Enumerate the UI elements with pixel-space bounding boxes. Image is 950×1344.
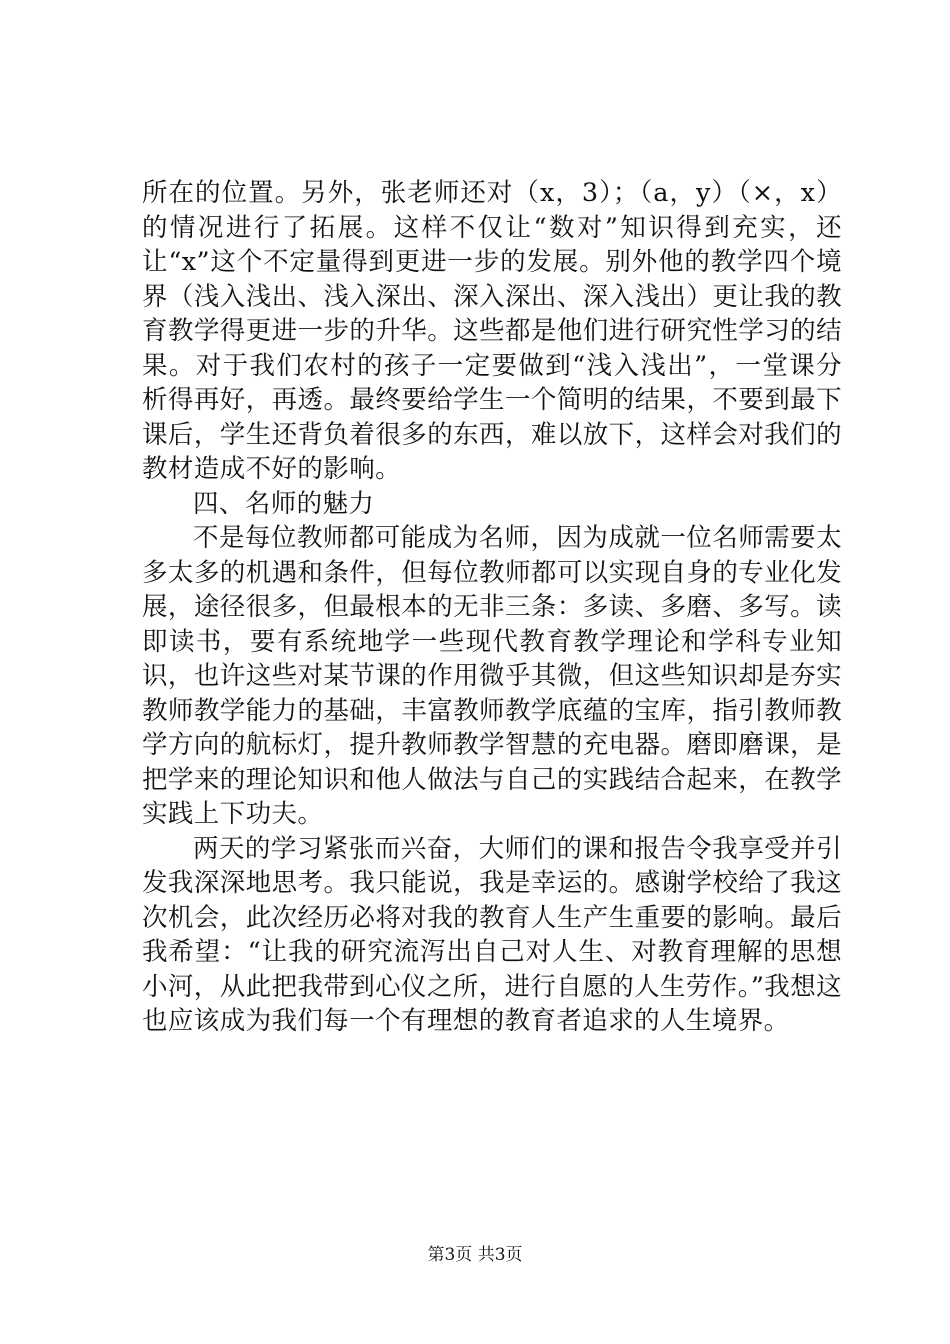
section-heading: 四、名师的魅力 xyxy=(193,488,375,519)
document-body xyxy=(142,176,842,1039)
page-footer: 第3页 共3页 xyxy=(427,1245,523,1265)
paragraph-body: 不是每位教师都可能成为名师，因为成就一位名师需要太多太多的机遇和条件，但每位教师都可以实现自身的专业化发展，途径很多，但最根本的无非三条：多读、多磨、多写。读即读书，要有系统地学一些现代教育教学理论和学科专业知识，也许这些对某节课的作用微乎其微，但这些知识却是夯实教师教学能力的基础，丰富教师教学底蕴的宝库，指引教师教学方向的航标灯，提升教师教学智慧的充电器。磨即磨课，是把学来的理论知识和他人做法与自己的实践结合起来，在教学实践上下功夫。 xyxy=(142,523,842,829)
paragraph-body: 两天的学习紧张而兴奋，大师们的课和报告令我享受并引发我深深地思考。我只能说，我是幸运的。感谢学校给了我这次机会，此次经历必将对我的教育人生产生重要的影响。最后我希望：“让我的研究流泻出自己对人生、对教育理解的思想小河，从此把我带到心仪之所，进行自愿的人生劳作。”我想这也应该成为我们每一个有理想的教育者追求的人生境界。 xyxy=(142,833,842,1036)
paragraph-continuation: 所在的位置。另外，张老师还对（x，3）；（a，y）（×，x）的情况进行了拓展。这样不仅让“数对”知识得到充实，还让“x”这个不定量得到更进一步的发展。别外他的教学四个境界（浅入浅出、浅入深出、深入深出、深入浅出）更让我的教育教学得更进一步的升华。这些都是他们进行研究性学习的结果。对于我们农村的孩子一定要做到“浅入浅出”，一堂课分析得再好，再透。最终要给学生一个简明的结果，不要到最下课后，学生还背负着很多的东西，难以放下，这样会对我们的教材造成不好的影响。 xyxy=(142,178,842,484)
